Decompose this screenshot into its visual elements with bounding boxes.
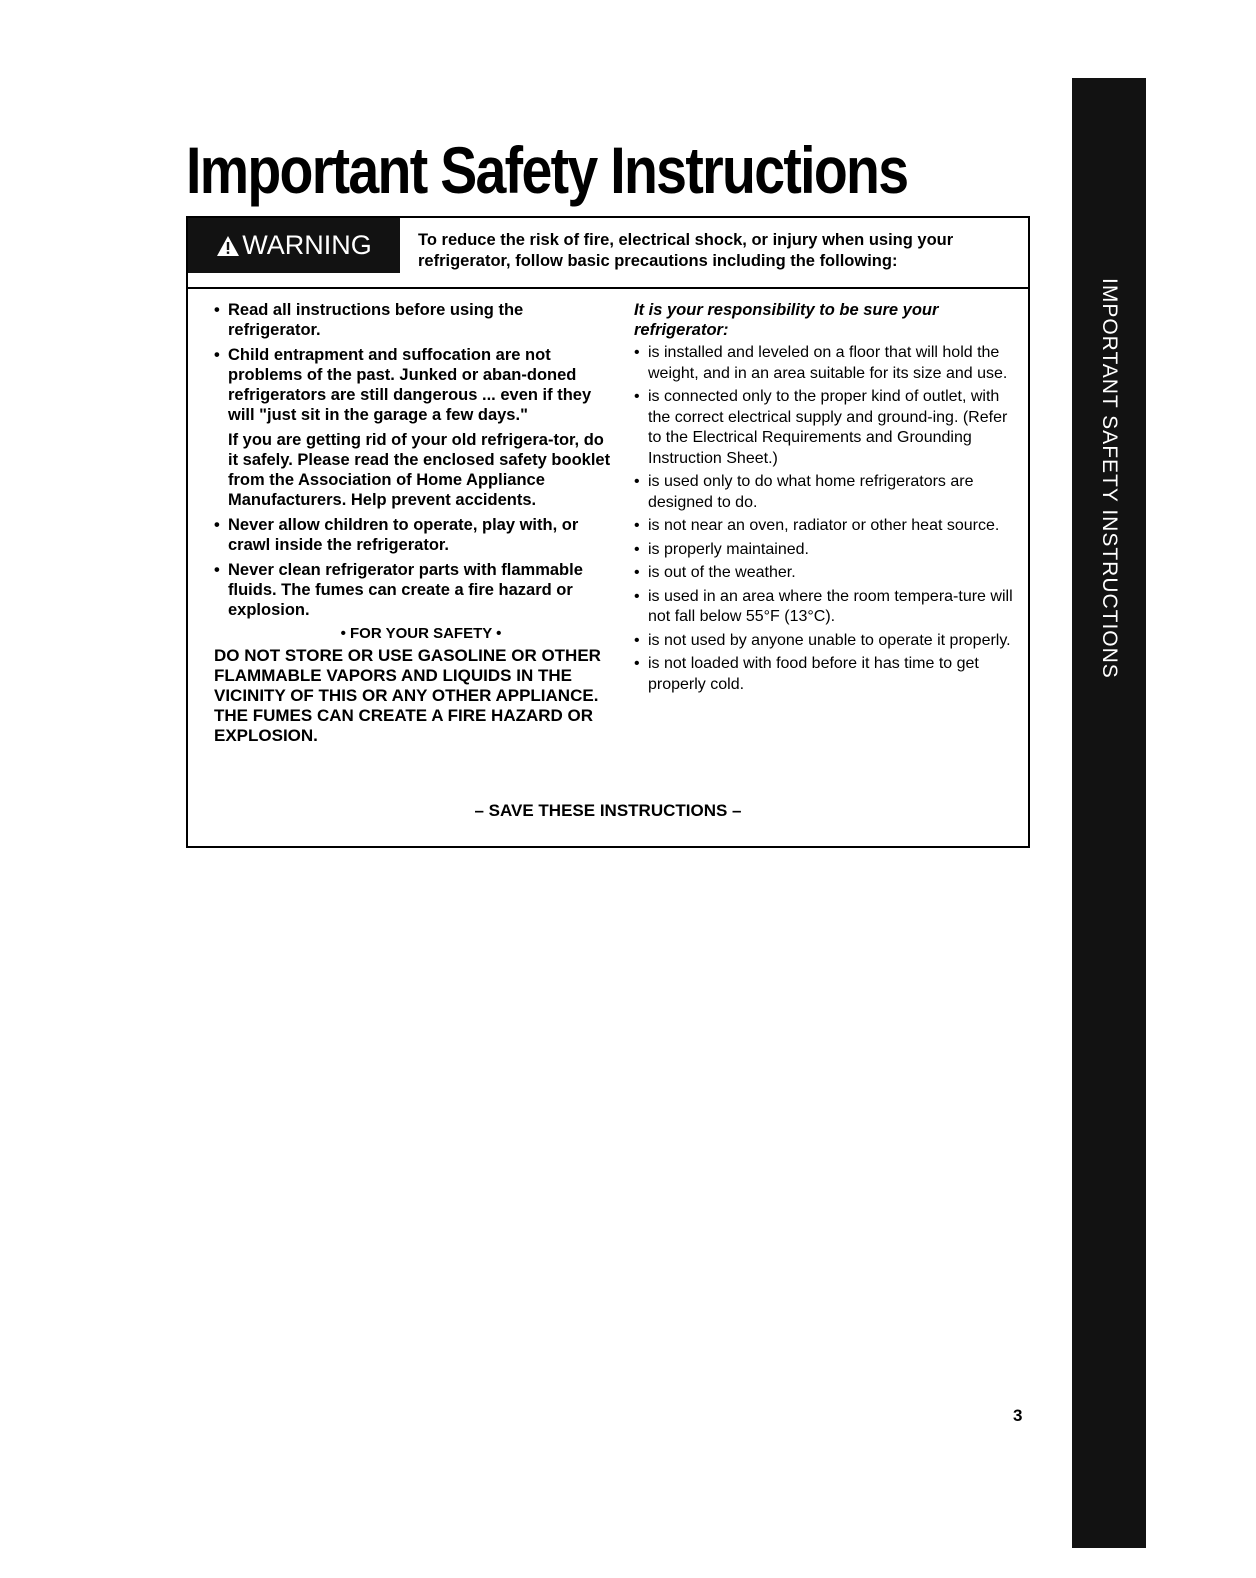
list-item: [214, 515, 614, 555]
bullet: •: [214, 301, 220, 319]
gasoline-warning: DO NOT STORE OR USE GASOLINE OR OTHER FLAMMABLE VAPORS AND LIQUIDS IN THE VICINITY OF THIS OR ANY OTHER APPLIANCE. THE FUMES CAN CREATE A FIRE HAZARD OR EXPLOSION.: [214, 646, 601, 745]
list-item: [214, 560, 614, 620]
list-item-text: Read all instructions before using the refrigerator.: [228, 301, 524, 339]
list-item-text: Child entrapment and suffocation are not problems of the past. Junked or aban-doned refrigerators are still dangerous ... even if they will "just sit in the garage a few days.": [228, 346, 592, 424]
bullet: •: [634, 517, 640, 534]
list-item: [214, 345, 614, 425]
list-item: [634, 343, 1024, 384]
list-item: [634, 540, 1024, 561]
list-item-text: is properly maintained.: [648, 540, 809, 558]
bullet: •: [634, 655, 640, 672]
bullet: •: [634, 564, 640, 581]
list-item: [634, 472, 1024, 513]
list-item-text: is used in an area where the room tempera-ture will not fall below 55°F (13°C).: [648, 587, 1013, 625]
right-column: [634, 300, 1024, 698]
warning-badge: [188, 218, 400, 273]
list-item-text: is not loaded with food before it has time to get properly cold.: [648, 655, 979, 693]
list-item-text: Never allow children to operate, play with, or crawl inside the refrigerator.: [228, 516, 579, 554]
bullet: •: [214, 516, 220, 534]
side-tab-label: IMPORTANT SAFETY INSTRUCTIONS: [1098, 278, 1121, 679]
disposal-paragraph: If you are getting rid of your old refrigera-tor, do it safely. Please read the enclosed safety booklet from the Association of Home Appliance Manufacturers. Help prevent accidents.: [228, 431, 611, 509]
warning-intro: To reduce the risk of fire, electrical shock, or injury when using your refrigerator, follow basic precautions including the following:: [418, 231, 954, 270]
list-item: [634, 631, 1024, 652]
list-item-text: is connected only to the proper kind of outlet, with the correct electrical supply and ground-ing. (Refer to the Electrical Requirements and Grounding Instruction Sheet.): [648, 388, 1008, 467]
left-column: [214, 300, 614, 746]
save-instructions: – SAVE THESE INSTRUCTIONS –: [474, 801, 742, 820]
bullet: •: [634, 587, 640, 605]
bullet: •: [634, 631, 640, 649]
responsibility-heading: It is your responsibility to be sure your refrigerator:: [634, 301, 939, 339]
list-item: [634, 387, 1024, 469]
list-item-text: is not near an oven, radiator or other heat source.: [648, 517, 1000, 534]
list-item: [634, 654, 1024, 695]
warning-header: [188, 218, 1028, 289]
bullet: •: [634, 540, 640, 558]
warning-triangle-icon: [216, 235, 240, 257]
list-item: [214, 300, 614, 340]
list-item-text: is out of the weather.: [648, 564, 796, 581]
bullet: •: [634, 473, 640, 490]
bullet: •: [634, 388, 640, 405]
warning-box: [186, 216, 1030, 848]
for-your-safety-label: • FOR YOUR SAFETY •: [340, 625, 502, 642]
list-item-text: Never clean refrigerator parts with flammable fluids. The fumes can create a fire hazard or explosion.: [228, 561, 583, 619]
list-item: [634, 516, 1024, 537]
list-item: [634, 563, 1024, 584]
page-number: 3: [1013, 1406, 1023, 1425]
list-item-text: is used only to do what home refrigerators are designed to do.: [648, 473, 974, 511]
bullet: •: [214, 346, 220, 364]
list-item-text: is installed and leveled on a floor that will hold the weight, and in an area suitable for its size and use.: [648, 344, 1008, 382]
page-title: Important Safety Instructions: [186, 133, 908, 207]
list-item-text: is not used by anyone unable to operate it properly.: [648, 631, 1011, 649]
bullet: •: [634, 344, 640, 361]
warning-badge-label: WARNING: [242, 230, 372, 260]
list-item: [634, 587, 1024, 628]
side-tab: [1072, 78, 1146, 1548]
bullet: •: [214, 561, 220, 579]
